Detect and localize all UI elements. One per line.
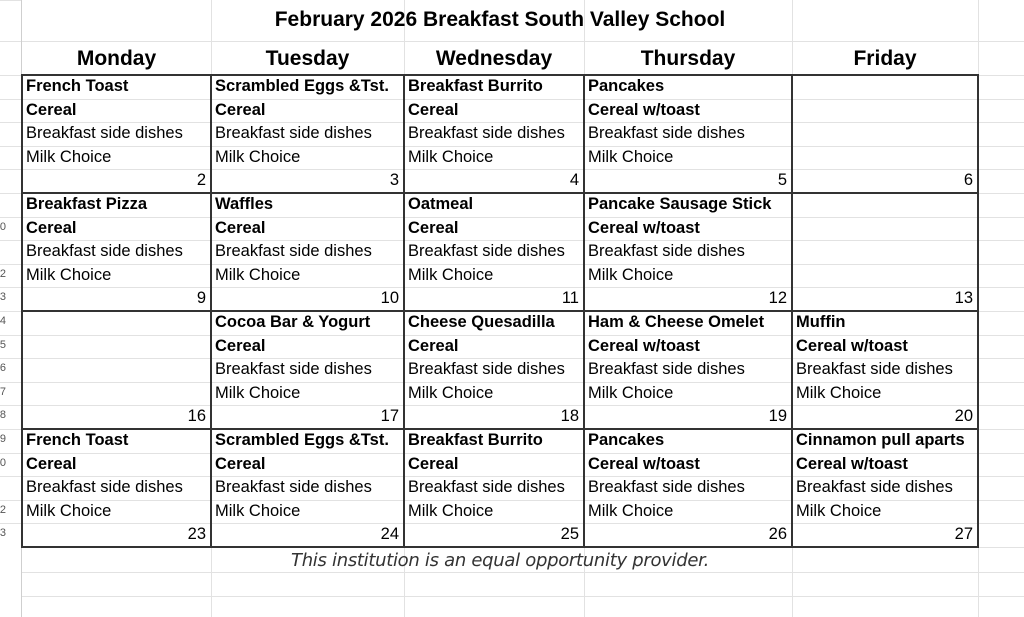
date-number: 17 <box>380 407 399 426</box>
day-cell[interactable] <box>22 311 211 429</box>
side-dishes-item: Breakfast side dishes <box>588 478 745 497</box>
milk-item: Milk Choice <box>408 265 494 284</box>
milk-item: Milk Choice <box>26 147 112 166</box>
row-number[interactable]: 3 <box>0 291 6 304</box>
row-number-divider <box>0 41 21 42</box>
side-dishes-item: Breakfast side dishes <box>408 242 565 261</box>
row-number[interactable]: 6 <box>0 362 6 375</box>
entree-item: Muffin <box>796 313 846 331</box>
row-number-divider <box>0 287 21 288</box>
entree-item: French Toast <box>26 431 129 449</box>
week-border-vertical <box>791 74 793 548</box>
week-border-vertical <box>583 74 585 548</box>
milk-item: Milk Choice <box>26 265 112 284</box>
date-number: 23 <box>187 525 206 544</box>
date-number: 4 <box>569 171 579 190</box>
entree-item <box>796 193 974 217</box>
row-number-divider <box>0 358 21 359</box>
week-border-horizontal <box>22 546 979 548</box>
date-number: 10 <box>380 289 399 308</box>
day-cell[interactable] <box>22 75 211 193</box>
row-number[interactable]: 3 <box>0 527 6 540</box>
date-number: 3 <box>389 171 399 190</box>
side-dishes-item: Breakfast side dishes <box>588 360 745 379</box>
day-cell[interactable] <box>22 429 211 547</box>
date-number: 11 <box>561 289 579 308</box>
week-border-vertical <box>21 74 23 548</box>
date-number: 6 <box>963 171 973 190</box>
gridline-horizontal <box>0 596 1024 597</box>
day-cell[interactable] <box>792 429 978 547</box>
entree-item: Scrambled Eggs &Tst. <box>215 431 389 449</box>
cereal-item: Cereal w/toast <box>588 454 700 473</box>
date-number: 20 <box>954 407 973 426</box>
row-number-divider <box>0 523 21 524</box>
cereal-item: Cereal <box>26 100 77 119</box>
cereal-item: Cereal <box>26 218 77 237</box>
cereal-item: Cereal <box>408 218 459 237</box>
side-dishes-item <box>796 240 974 264</box>
cereal-item <box>26 335 207 359</box>
entree-item: Pancakes <box>588 431 665 449</box>
week-border-vertical <box>403 74 405 548</box>
cereal-item: Cereal <box>215 100 266 119</box>
row-number-divider <box>0 240 21 241</box>
day-cell[interactable] <box>584 429 792 547</box>
day-header-tuesday: Tuesday <box>265 47 350 70</box>
entree-item: Pancake Sausage Stick <box>588 195 772 213</box>
day-header-monday: Monday <box>76 47 157 70</box>
milk-item: Milk Choice <box>588 383 674 402</box>
date-number: 26 <box>768 525 787 544</box>
day-cell[interactable] <box>404 429 584 547</box>
cereal-item: Cereal w/toast <box>588 218 700 237</box>
row-number-divider <box>0 453 21 454</box>
date-number: 18 <box>560 407 579 426</box>
milk-item: Milk Choice <box>215 265 301 284</box>
milk-item: Milk Choice <box>796 383 882 402</box>
row-number-divider <box>0 405 21 406</box>
date-number: 13 <box>954 289 973 308</box>
date-number: 24 <box>380 525 399 544</box>
entree-item: Cocoa Bar & Yogurt <box>215 313 371 331</box>
row-number[interactable]: 8 <box>0 409 6 422</box>
cereal-item: Cereal w/toast <box>588 336 700 355</box>
date-number: 5 <box>777 171 787 190</box>
week-border-horizontal <box>22 428 979 430</box>
cereal-item: Cereal <box>215 218 266 237</box>
entree-item: Pancakes <box>588 77 665 95</box>
date-number: 9 <box>196 289 206 308</box>
row-number[interactable]: 0 <box>0 456 6 469</box>
day-cell[interactable] <box>792 193 978 311</box>
day-cell[interactable] <box>584 75 792 193</box>
date-number: 16 <box>187 407 206 426</box>
side-dishes-item: Breakfast side dishes <box>588 124 745 143</box>
entree-item: Cinnamon pull aparts <box>796 431 965 449</box>
week-border-vertical <box>210 74 212 548</box>
milk-item: Milk Choice <box>215 147 301 166</box>
side-dishes-item: Breakfast side dishes <box>215 124 372 143</box>
day-cell[interactable] <box>22 193 211 311</box>
row-number-divider <box>0 169 21 170</box>
row-number[interactable]: 2 <box>0 503 6 516</box>
cereal-item: Cereal <box>408 100 459 119</box>
milk-item: Milk Choice <box>408 501 494 520</box>
cereal-item: Cereal w/toast <box>588 100 700 119</box>
sheet-title: February 2026 Breakfast South Valley School <box>274 8 726 31</box>
cereal-item: Cereal w/toast <box>796 336 908 355</box>
milk-item: Milk Choice <box>215 501 301 520</box>
entree-item: Cheese Quesadilla <box>408 313 555 331</box>
entree-item: French Toast <box>26 77 129 95</box>
side-dishes-item <box>796 122 974 146</box>
day-cell[interactable] <box>211 193 404 311</box>
cereal-item: Cereal <box>408 336 459 355</box>
milk-item: Milk Choice <box>588 501 674 520</box>
row-number-divider <box>0 99 21 100</box>
row-number-divider <box>0 264 21 265</box>
entree-item <box>26 311 207 335</box>
entree-item: Oatmeal <box>408 195 474 213</box>
cereal-item: Cereal <box>215 454 266 473</box>
week-border-horizontal <box>22 74 979 76</box>
day-cell[interactable] <box>792 75 978 193</box>
day-cell[interactable] <box>404 75 584 193</box>
side-dishes-item: Breakfast side dishes <box>588 242 745 261</box>
cereal-item: Cereal <box>215 336 266 355</box>
row-number-divider <box>0 500 21 501</box>
milk-item: Milk Choice <box>26 501 112 520</box>
entree-item: Breakfast Burrito <box>408 431 543 449</box>
day-cell[interactable] <box>584 311 792 429</box>
row-number-divider <box>0 122 21 123</box>
row-number-divider <box>0 75 21 76</box>
side-dishes-item: Breakfast side dishes <box>796 360 953 379</box>
entree-item: Ham & Cheese Omelet <box>588 313 765 331</box>
day-header-friday: Friday <box>853 47 917 70</box>
row-number-divider <box>0 193 21 194</box>
row-number[interactable]: 7 <box>0 385 6 398</box>
milk-item <box>796 264 974 288</box>
row-number[interactable]: 2 <box>0 267 6 280</box>
entree-item <box>796 75 974 99</box>
side-dishes-item: Breakfast side dishes <box>796 478 953 497</box>
entree-item: Breakfast Burrito <box>408 77 543 95</box>
milk-item: Milk Choice <box>796 501 882 520</box>
day-cell[interactable] <box>792 311 978 429</box>
side-dishes-item: Breakfast side dishes <box>408 360 565 379</box>
cereal-item <box>796 99 974 123</box>
day-cell[interactable] <box>584 193 792 311</box>
week-border-horizontal <box>22 310 979 312</box>
row-number-divider <box>0 335 21 336</box>
day-cell[interactable] <box>211 311 404 429</box>
day-cell[interactable] <box>211 75 404 193</box>
entree-item: Scrambled Eggs &Tst. <box>215 77 389 95</box>
row-number[interactable]: 0 <box>0 220 6 233</box>
row-number-divider <box>0 382 21 383</box>
side-dishes-item: Breakfast side dishes <box>215 242 372 261</box>
day-header-thursday: Thursday <box>640 47 736 70</box>
equal-opportunity-footer: This institution is an equal opportunity provider. <box>291 550 709 571</box>
cereal-item <box>796 217 974 241</box>
side-dishes-item: Breakfast side dishes <box>26 124 183 143</box>
row-number-divider <box>0 146 21 147</box>
date-number: 12 <box>768 289 787 308</box>
milk-item: Milk Choice <box>215 383 301 402</box>
day-cell[interactable] <box>211 429 404 547</box>
side-dishes-item: Breakfast side dishes <box>26 478 183 497</box>
side-dishes-item: Breakfast side dishes <box>408 124 565 143</box>
date-number: 2 <box>196 171 206 190</box>
milk-item: Milk Choice <box>588 147 674 166</box>
row-number[interactable]: 4 <box>0 315 6 327</box>
row-number-column[interactable] <box>0 0 21 617</box>
cereal-item: Cereal w/toast <box>796 454 908 473</box>
day-cell[interactable] <box>404 311 584 429</box>
side-dishes-item: Breakfast side dishes <box>408 478 565 497</box>
day-cell[interactable] <box>404 193 584 311</box>
row-number[interactable]: 9 <box>0 433 6 445</box>
side-dishes-item: Breakfast side dishes <box>26 242 183 261</box>
side-dishes-item: Breakfast side dishes <box>215 360 372 379</box>
week-border-vertical <box>977 74 979 548</box>
row-number-divider <box>0 429 21 430</box>
cereal-item: Cereal <box>26 454 77 473</box>
date-number: 27 <box>954 525 973 544</box>
side-dishes-item: Breakfast side dishes <box>215 478 372 497</box>
entree-item: Breakfast Pizza <box>26 195 148 213</box>
row-number-divider <box>0 0 21 1</box>
side-dishes-item <box>26 358 207 382</box>
row-number-divider <box>0 217 21 218</box>
row-number-divider <box>0 476 21 477</box>
row-number-divider <box>0 311 21 312</box>
milk-item: Milk Choice <box>588 265 674 284</box>
cereal-item: Cereal <box>408 454 459 473</box>
entree-item: Waffles <box>215 195 274 213</box>
week-border-horizontal <box>22 192 979 194</box>
date-number: 25 <box>560 525 579 544</box>
row-number[interactable]: 5 <box>0 338 6 351</box>
milk-item <box>796 146 974 170</box>
milk-item: Milk Choice <box>408 383 494 402</box>
date-number: 19 <box>768 407 787 426</box>
milk-item <box>26 382 207 406</box>
day-header-wednesday: Wednesday <box>435 47 553 70</box>
milk-item: Milk Choice <box>408 147 494 166</box>
